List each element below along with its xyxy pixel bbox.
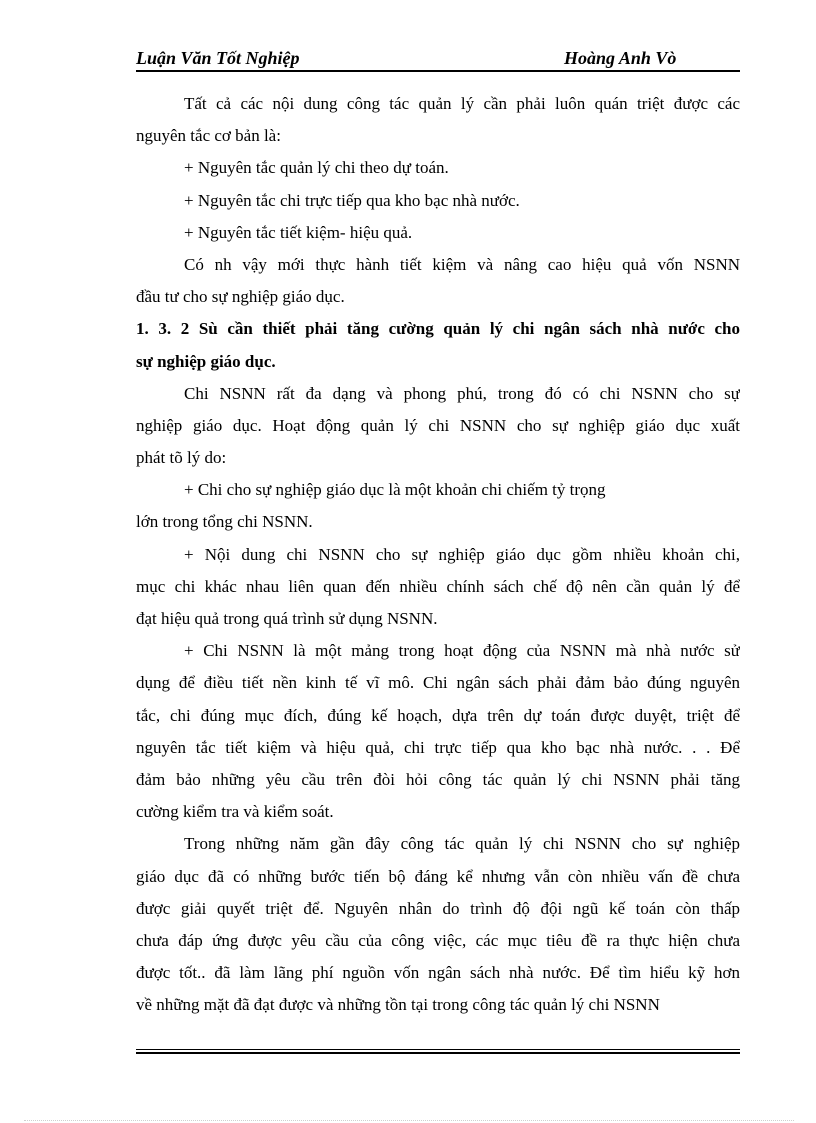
text-line: Chi NSNN rất đa dạng và phong phú, trong đó có chi NSNN cho sự: [184, 383, 740, 403]
text-line: Trong những năm gần đây công tác quản lý chi NSNN cho sự nghiệp: [184, 834, 740, 854]
page-header: [136, 48, 740, 70]
text-line: nguyên tắc cơ bản là:: [136, 126, 281, 146]
text-line: phát tõ lý do:: [136, 448, 227, 468]
text-line: + Nguyên tắc quản lý chi theo dự toán.: [184, 158, 449, 178]
text-line: dụng để điều tiết nền kinh tế vĩ mô. Chi ngân sách phải đảm bảo đúng nguyên: [136, 673, 740, 693]
text-line: + Chi cho sự nghiệp giáo dục là một khoản chi chiếm tỷ trọng: [184, 480, 606, 500]
section-heading: 1. 3. 2 Sù cần thiết phải tăng cường quản lý chi ngân sách nhà nước cho: [136, 319, 740, 339]
header-author: Hoàng Anh Vò: [564, 48, 677, 68]
page-edge-divider: [24, 1120, 794, 1121]
text-line: tắc, chi đúng mục đích, đúng kế hoạch, dựa trên dự toán được duyệt, triệt để: [136, 705, 740, 725]
text-line: về những mặt đã đạt được và những tồn tại trong công tác quản lý chi NSNN: [136, 995, 660, 1015]
text-line: + Chi NSNN là một mảng trong hoạt động của NSNN mà nhà nước sử: [184, 641, 740, 661]
text-line: nghiệp giáo dục. Hoạt động quản lý chi NSNN cho sự nghiệp giáo dục xuất: [136, 415, 740, 435]
text-line: giáo dục đã có những bước tiến bộ đáng kể nhưng vẫn còn nhiều vấn đề chưa: [136, 866, 740, 886]
text-line: lớn trong tổng chi NSNN.: [136, 512, 313, 532]
text-line: được giải quyết triệt để. Nguyên nhân do trình độ đội ngũ kế toán còn thấp: [136, 898, 740, 918]
text-line: đạt hiệu quả trong quá trình sử dụng NSNN.: [136, 609, 438, 628]
text-line: chưa đáp ứng được yêu cầu của công việc, các mục tiêu đề ra thực hiện chưa: [136, 930, 740, 950]
text-line: + Nội dung chi NSNN cho sự nghiệp giáo dục gồm nhiều khoản chi,: [184, 544, 740, 564]
page-body: [136, 88, 740, 1021]
header-title: Luận Văn Tốt Nghiệp: [136, 48, 300, 68]
text-line: mục chi khác nhau liên quan đến nhiều chính sách chế độ nên cần quản lý để: [136, 576, 740, 596]
text-line: đảm bảo những yêu cầu trên đòi hỏi công tác quản lý chi NSNN phải tăng: [136, 769, 740, 789]
header-rule: [136, 70, 740, 72]
text-line: Có nh vậy mới thực hành tiết kiệm và nâng cao hiệu quả vốn NSNN: [184, 254, 740, 274]
text-line: cường kiểm tra và kiểm soát.: [136, 802, 334, 822]
text-line: Tất cả các nội dung công tác quản lý cần phải luôn quán triệt được các: [184, 94, 740, 113]
text-line: đầu tư cho sự nghiệp giáo dục.: [136, 287, 345, 307]
text-line: + Nguyên tắc tiết kiệm- hiệu quả.: [184, 222, 413, 242]
section-heading: sự nghiệp giáo dục.: [136, 351, 276, 371]
footer-rule-bottom: [136, 1052, 740, 1054]
footer-rule-top: [136, 1049, 740, 1050]
text-line: được tốt.. đã làm lãng phí nguồn vốn ngân sách nhà nước. Để tìm hiểu kỹ hơn: [136, 963, 740, 983]
text-line: + Nguyên tắc chi trực tiếp qua kho bạc nhà nước.: [184, 190, 520, 210]
text-line: nguyên tắc tiết kiệm và hiệu quả, chi trực tiếp qua kho bạc nhà nước. . . Để: [136, 737, 740, 757]
